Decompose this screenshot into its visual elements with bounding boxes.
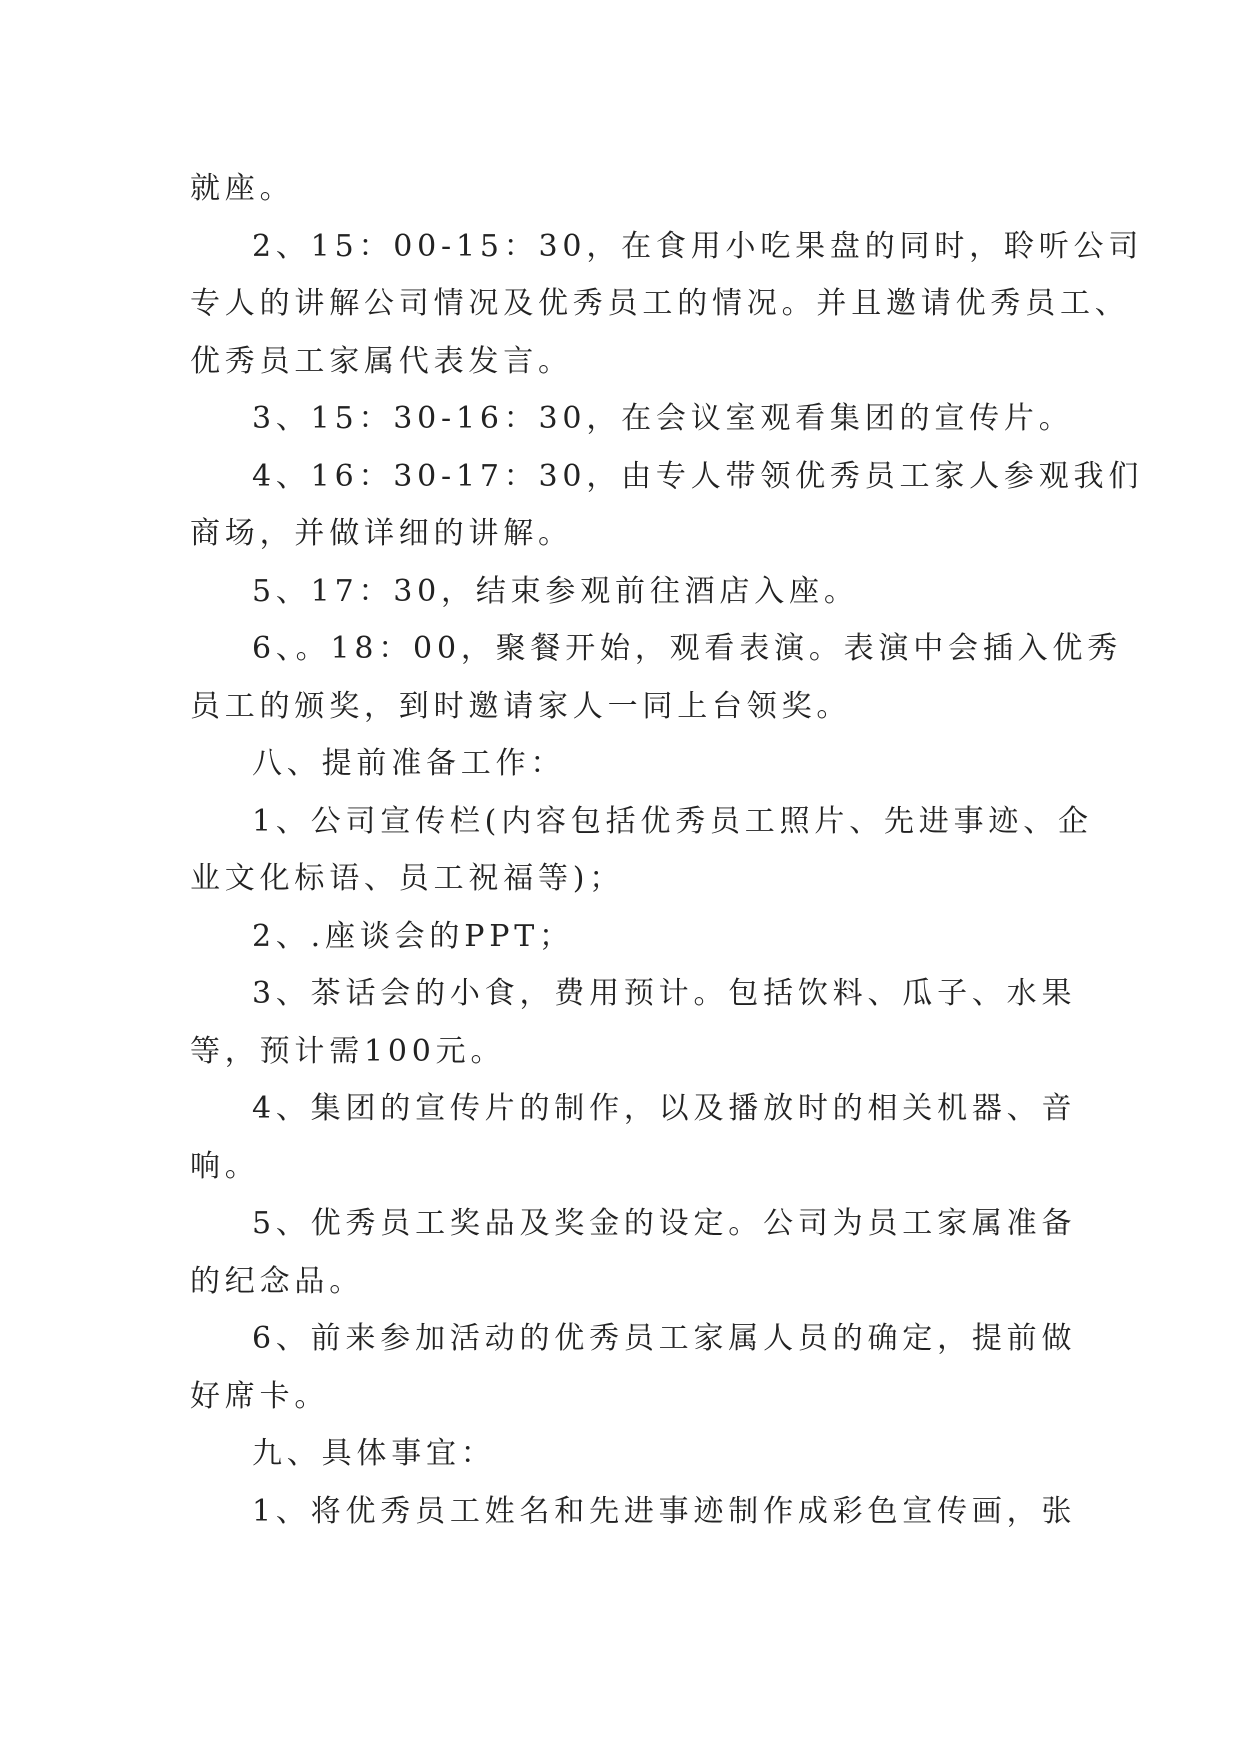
text-line: 6、前来参加活动的优秀员工家属人员的确定，提前做 <box>252 1321 1077 1356</box>
text-line: 好席卡。 <box>190 1378 330 1414</box>
text-line: 等，预计需100元。 <box>190 1033 506 1069</box>
text-line: 就座。 <box>190 171 295 206</box>
text-line: 优秀员工家属代表发言。 <box>190 343 573 379</box>
text-line: 2、.座谈会的PPT； <box>252 918 574 954</box>
text-line: 九、具体事宜： <box>252 1436 496 1471</box>
text-line: 1、将优秀员工姓名和先进事迹制作成彩色宣传画，张 <box>252 1493 1077 1529</box>
text-line: 1、公司宣传栏(内容包括优秀员工照片、先进事迹、企 <box>252 803 1093 839</box>
document-body <box>190 160 1144 1540</box>
text-line: 3、茶话会的小食，费用预计。包括饮料、瓜子、水果 <box>252 976 1077 1011</box>
text-line: 3、15：30-16：30，在会议室观看集团的宣传片。 <box>252 401 1074 436</box>
text-line: 6、。18：00，聚餐开始，观看表演。表演中会插入优秀 <box>252 631 1123 666</box>
text-line: 商场，并做详细的讲解。 <box>190 516 573 551</box>
text-line: 专人的讲解公司情况及优秀员工的情况。并且邀请优秀员工、 <box>190 286 1130 321</box>
text-line: 员工的颁奖，到时邀请家人一同上台领奖。 <box>190 688 852 724</box>
text-line: 响。 <box>190 1148 260 1184</box>
text-line: 的纪念品。 <box>190 1263 364 1299</box>
text-line: 业文化标语、员工祝福等)； <box>190 861 625 896</box>
text-line: 八、提前准备工作： <box>252 746 566 781</box>
text-line: 4、16：30-17：30，由专人带领优秀员工家人参观我们 <box>252 458 1144 494</box>
text-line: 4、集团的宣传片的制作，以及播放时的相关机器、音 <box>252 1091 1077 1126</box>
text-line: 5、优秀员工奖品及奖金的设定。公司为员工家属准备 <box>252 1206 1077 1241</box>
text-line: 5、17：30，结束参观前往酒店入座。 <box>252 573 859 609</box>
text-line: 2、15：00-15：30，在食用小吃果盘的同时，聆听公司 <box>252 228 1144 264</box>
